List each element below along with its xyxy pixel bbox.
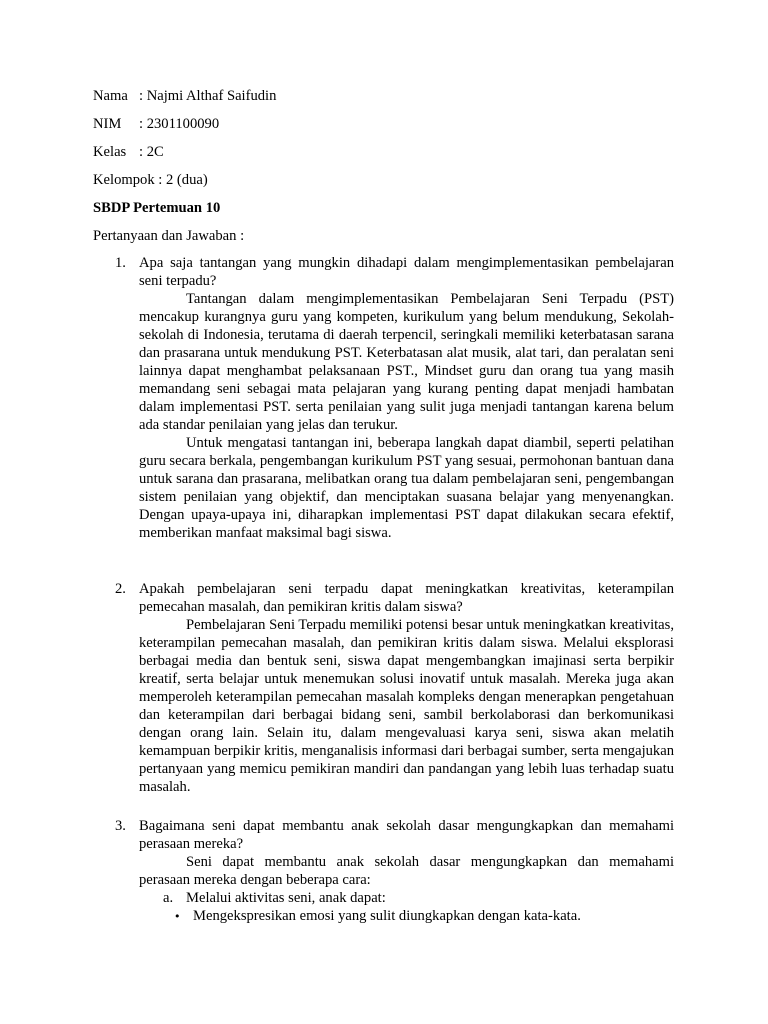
question-body xyxy=(139,817,674,889)
answer-paragraph: Pembelajaran Seni Terpadu memiliki potensi besar untuk meningkatkan kreativitas, keterampilan pemecahan masalah, dan pemikiran kritis dalam siswa. Melalui eksplorasi berbagai media dan bentuk seni, siswa dapat mengembangkan imajinasi serta berpikir kreatif, serta belajar untuk menemukan solusi inovatif untuk masalah. Mereka juga akan memperoleh keterampilan pemecahan masalah kompleks dengan menerapkan pengetahuan dan keterampilan dari berbagai bidang seni, sambil berkolaborasi dan berkomunikasi dengan orang lain. Selain itu, dalam mengevaluasi karya seni, siswa akan melatih kemampuan berpikir kritis, menganalisis informasi dari berbagai sumber, serta mengajukan pertanyaan yang memicu pemikiran mandiri dan pandangan yang lebih luas terhadap suatu masalah. xyxy=(139,617,674,795)
kelas-row xyxy=(93,143,164,161)
intro-text: Pertanyaan dan Jawaban : xyxy=(93,228,245,244)
question-number: 3. xyxy=(115,818,126,834)
question-item-1 xyxy=(93,254,674,542)
sub-list-text: Melalui aktivitas seni, anak dapat: xyxy=(186,890,386,906)
bullet-text: Mengekspresikan emosi yang sulit diungkapkan dengan kata-kata. xyxy=(193,908,581,924)
bullet-list-item xyxy=(174,907,581,926)
sub-list-item-a xyxy=(163,889,386,907)
question-number: 1. xyxy=(115,255,126,271)
question-body xyxy=(139,580,674,796)
kelompok-row: Kelompok : 2 (dua) xyxy=(93,172,208,188)
nim-value: : 2301100090 xyxy=(139,116,220,132)
question-body xyxy=(139,254,674,542)
nama-row xyxy=(93,87,276,105)
answer-paragraph: Seni dapat membantu anak sekolah dasar mengungkapkan dan memahami perasaan mereka dengan beberapa cara: xyxy=(139,854,674,888)
answer-paragraph: Untuk mengatasi tantangan ini, beberapa langkah dapat diambil, seperti pelatihan guru secara berkala, pengembangan kurikulum PST yang sesuai, permohonan bantuan dana untuk sarana dan prasarana, melibatkan orang tua dalam pembelajaran seni, pengembangan sistem penilaian yang objektif, dan menciptakan suasana belajar yang menyenangkan. Dengan upaya-upaya ini, diharapkan implementasi PST dapat dilakukan secara efektif, memberikan manfaat maksimal bagi siswa. xyxy=(139,435,674,541)
answer-paragraph: Tantangan dalam mengimplementasikan Pembelajaran Seni Terpadu (PST) mencakup kurangnya guru yang kompeten, kurikulum yang belum mendukung, Sekolah-sekolah di Indonesia, terutama di daerah terpencil, seringkali memiliki keterbatasan sarana dan prasarana untuk mendukung PST. Keterbatasan alat musik, alat tari, dan peralatan seni lainnya dapat menghambat pelaksanaan PST., Mindset guru dan orang tua yang masih memandang seni sebagai mata pelajaran yang kurang penting dapat menjadi hambatan dalam implementasi PST. serta penilaian yang sulit juga menjadi tantangan karena belum ada standar penilaian yang jelas dan terukur. xyxy=(139,291,674,433)
nim-row xyxy=(93,115,219,133)
question-number: 2. xyxy=(115,581,126,597)
question-text: Apa saja tantangan yang mungkin dihadapi dalam mengimplementasikan pembelajaran seni terpadu? xyxy=(139,255,674,289)
question-item-2 xyxy=(93,580,674,796)
bullet-icon: • xyxy=(174,910,181,923)
kelas-label: Kelas xyxy=(93,144,127,160)
kelas-value: : 2C xyxy=(139,144,164,160)
sub-list-marker: a. xyxy=(163,890,174,906)
nama-label: Nama xyxy=(93,88,128,104)
nama-value: : Najmi Althaf Saifudin xyxy=(139,88,277,104)
question-text: Bagaimana seni dapat membantu anak sekolah dasar mengungkapkan dan memahami perasaan mereka? xyxy=(139,818,674,852)
question-item-3 xyxy=(93,817,674,889)
document-title: SBDP Pertemuan 10 xyxy=(93,200,221,216)
nim-label: NIM xyxy=(93,116,122,132)
question-text: Apakah pembelajaran seni terpadu dapat meningkatkan kreativitas, keterampilan pemecahan masalah, dan pemikiran kritis dalam siswa? xyxy=(139,581,674,615)
